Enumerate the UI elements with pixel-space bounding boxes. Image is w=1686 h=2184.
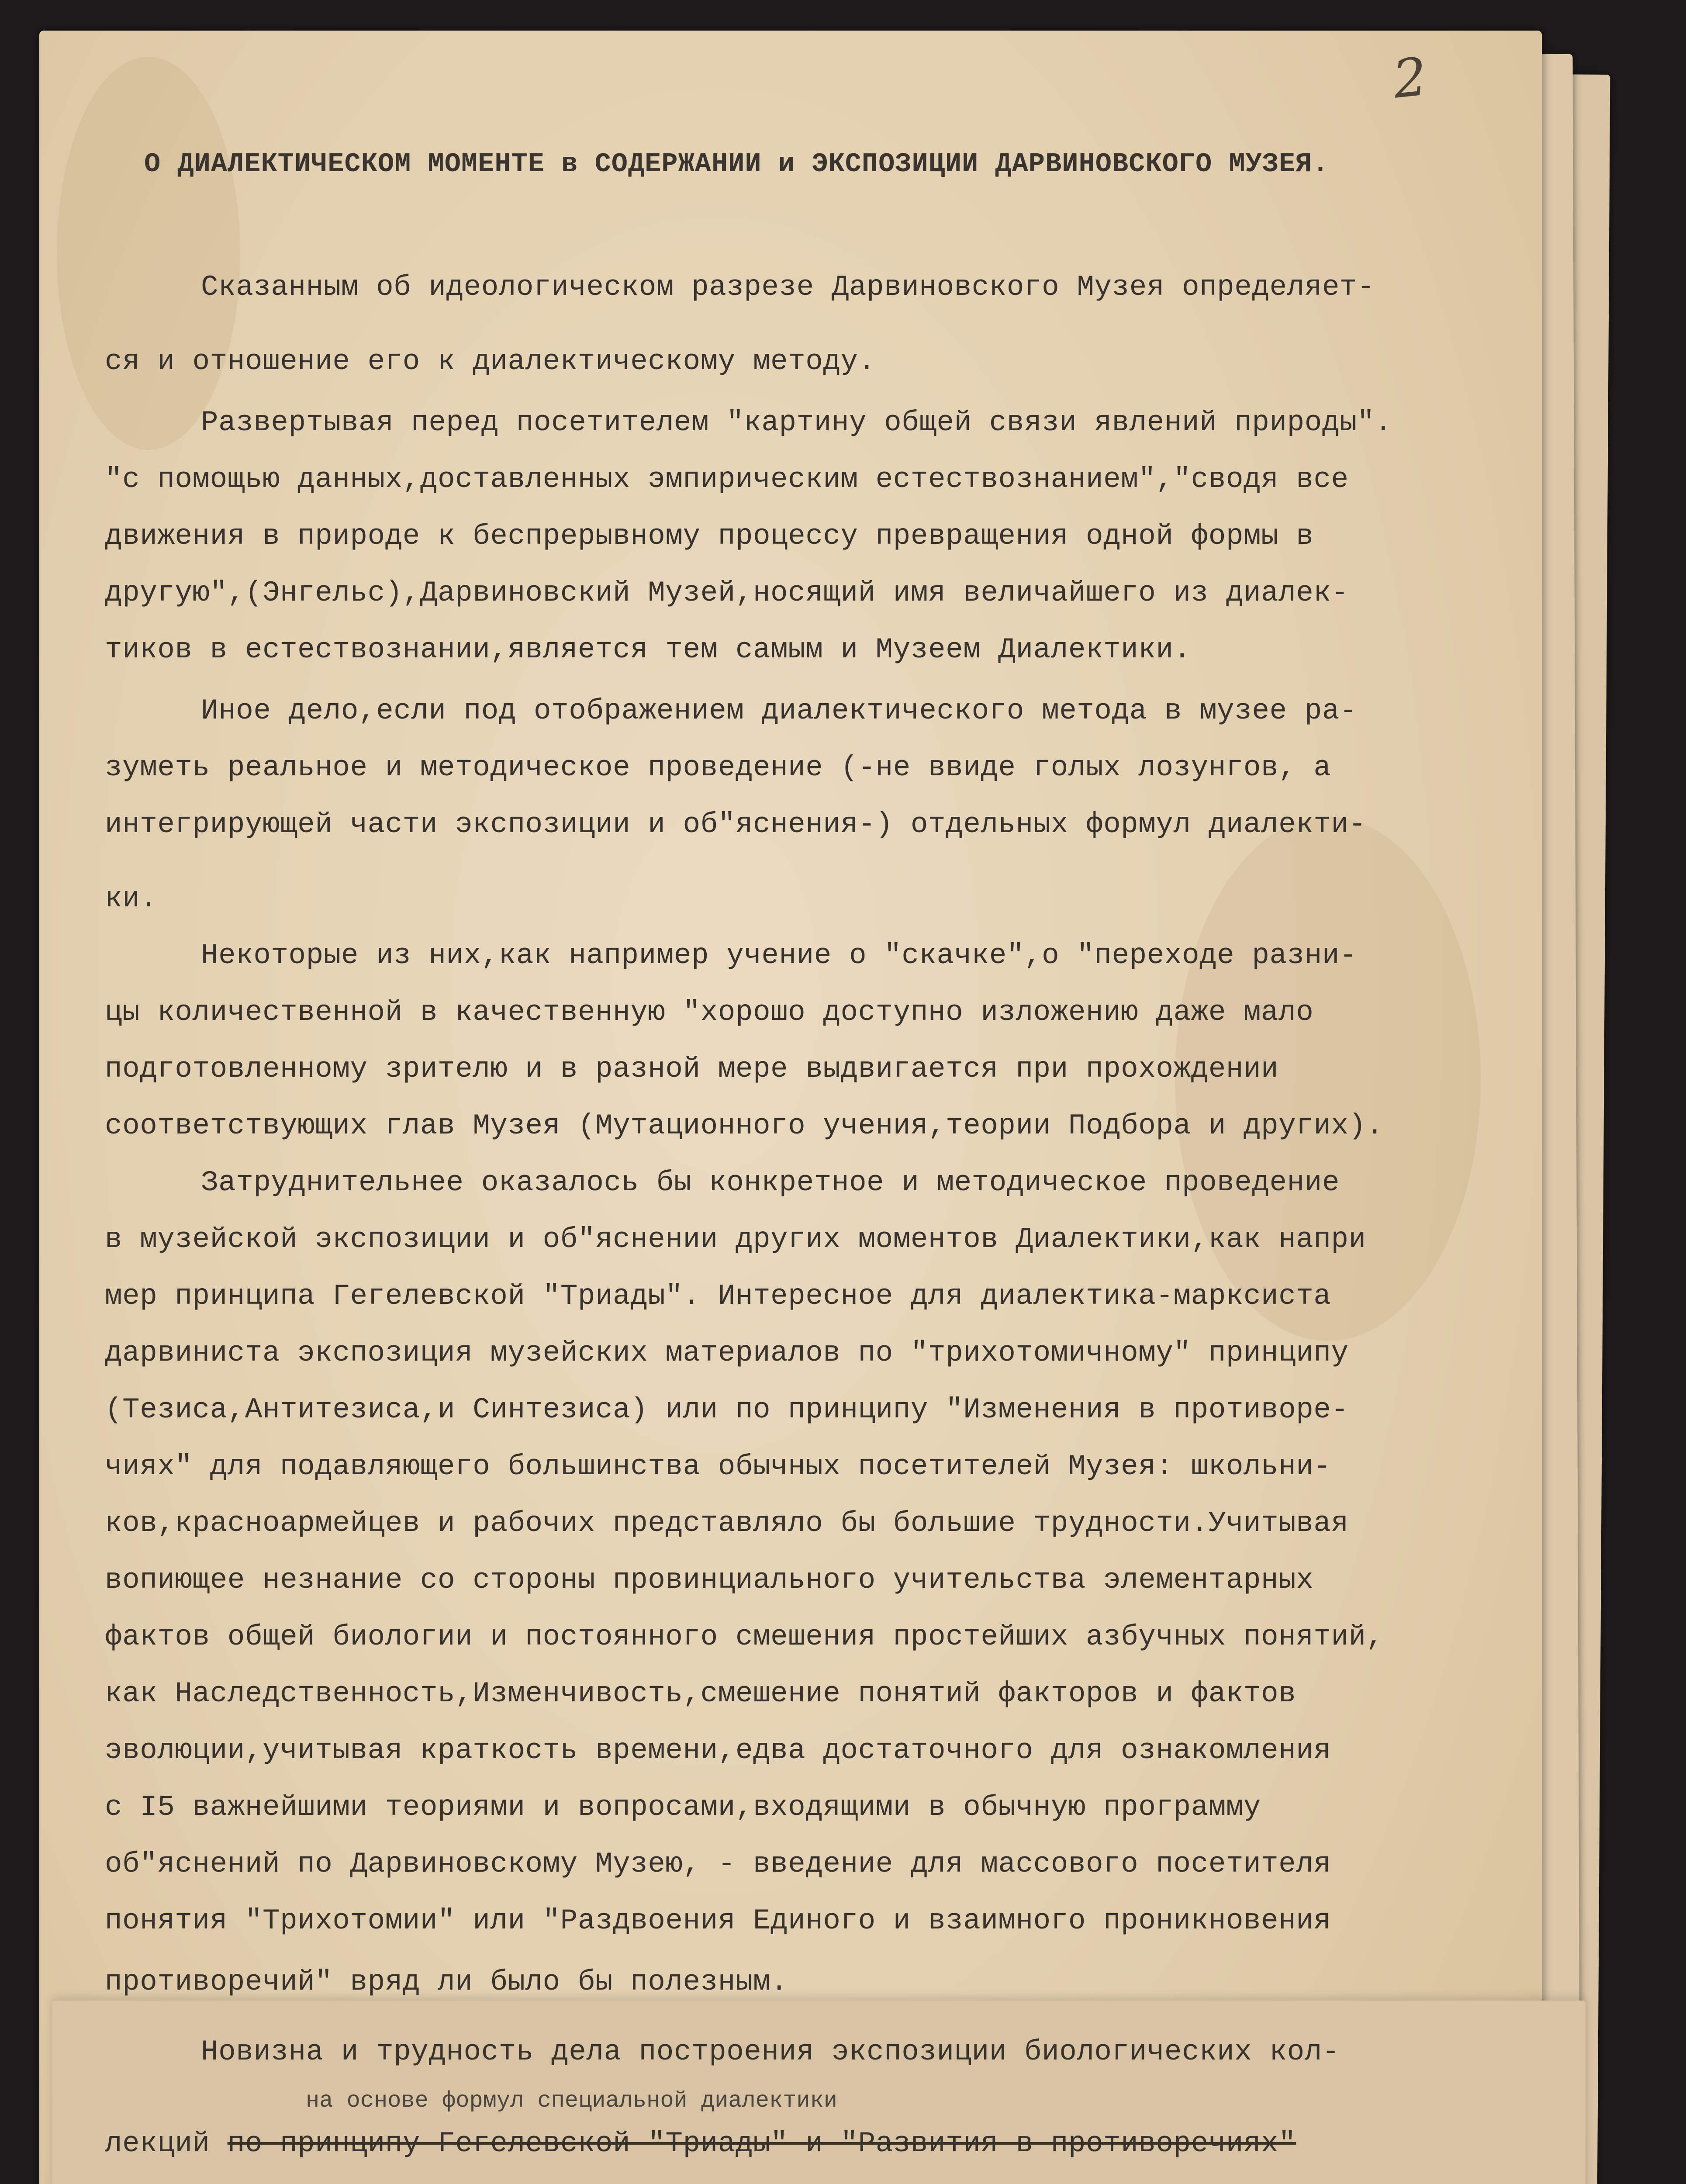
text-line: противоречий" вряд ли было бы полезным. xyxy=(105,1966,788,1998)
text-line: с I5 важнейшими теориями и вопросами,входящими в обычную программу xyxy=(105,1791,1261,1824)
text-line: Развертывая перед посетителем "картину общей связи явлений природы". xyxy=(201,406,1392,439)
text-line: Сказанным об идеологическом разрезе Дарвиновского Музея определяет- xyxy=(201,271,1375,304)
text-line: интегрирующей части экспозиции и об"яснения-) отдельных формул диалекти- xyxy=(105,808,1366,841)
text-line: зуметь реальное и методическое проведение (-не ввиде голых лозунгов, а xyxy=(105,751,1331,784)
text-line: вопиющее незнание со стороны провинциального учительства элементарных xyxy=(105,1564,1314,1597)
text-segment: лекций xyxy=(105,2127,210,2160)
text-line: тиков в естествознании,является тем самым и Музеем Диалектики. xyxy=(105,633,1191,666)
text-line: Затруднительнее оказалось бы конкретное и методическое проведение xyxy=(201,1166,1340,1199)
text-line: подготовленному зрителю и в разной мере выдвигается при прохождении xyxy=(105,1053,1279,1085)
text-line: Некоторые из них,как например учение о "скачке",о "переходе разни- xyxy=(201,939,1358,972)
text-line: Иное дело,если под отображением диалектического метода в музее ра- xyxy=(201,695,1358,727)
text-line: ков,красноармейцев и рабочих представляло бы большие трудности.Учитывая xyxy=(105,1507,1349,1540)
text-line: понятия "Трихотомии" или "Раздвоения Единого и взаимного проникновения xyxy=(105,1904,1331,1937)
handwritten-insert: на основе формул специальной диалектики xyxy=(306,2088,837,2114)
text-line: другую",(Энгельс),Дарвиновский Музей,носящий имя величайшего из диалек- xyxy=(105,577,1349,609)
text-line: "с помощью данных,доставленных эмпирическим естествознанием","сводя все xyxy=(105,463,1349,496)
text-line: ки. xyxy=(105,882,158,915)
text-line: ся и отношение его к диалектическому методу. xyxy=(105,345,876,378)
struck-text: по принципу Гегелевской "Триады" и "Развития в противоречиях" xyxy=(227,2127,1296,2160)
text-line: об"яснений по Дарвиновскому Музею, - введение для массового посетителя xyxy=(105,1848,1331,1880)
text-line: (Тезиса,Антитезиса,и Синтезиса) или по принципу "Изменения в противоре- xyxy=(105,1393,1349,1426)
page-number: 2 xyxy=(1390,46,1430,111)
text-line: эволюции,учитывая краткость времени,едва достаточного для ознакомления xyxy=(105,1734,1331,1767)
text-line: Новизна и трудность дела построения экспозиции биологических кол- xyxy=(201,2035,1340,2068)
text-line: соответствующих глав Музея (Мутационного учения,теории Подбора и других). xyxy=(105,1109,1384,1142)
paper-stain xyxy=(57,57,240,450)
text-line: в музейской экспозиции и об"яснении других моментов Диалектики,как напри xyxy=(105,1223,1366,1256)
text-line: мер принципа Гегелевской "Триады". Интересное для диалектика-марксиста xyxy=(105,1280,1331,1313)
text-line: как Наследственность,Изменчивость,смешение понятий факторов и фактов xyxy=(105,1677,1296,1710)
struck-text-line xyxy=(105,2127,1296,2160)
text-line: чиях" для подавляющего большинства обычных посетителей Музея: школьни- xyxy=(105,1450,1331,1483)
text-line: цы количественной в качественную "хорошо доступно изложению даже мало xyxy=(105,996,1314,1029)
text-line: дарвиниста экспозиция музейских материалов по "трихотомичному" принципу xyxy=(105,1337,1349,1369)
text-line: движения в природе к беспрерывному процессу превращения одной формы в xyxy=(105,520,1314,553)
text-line: фактов общей биологии и постоянного смешения простейших азбучных понятий, xyxy=(105,1621,1384,1653)
document-title: О ДИАЛЕКТИЧЕСКОМ МОМЕНТЕ в СОДЕРЖАНИИ и ЭКСПОЗИЦИИ ДАРВИНОВСКОГО МУЗЕЯ. xyxy=(144,149,1329,180)
